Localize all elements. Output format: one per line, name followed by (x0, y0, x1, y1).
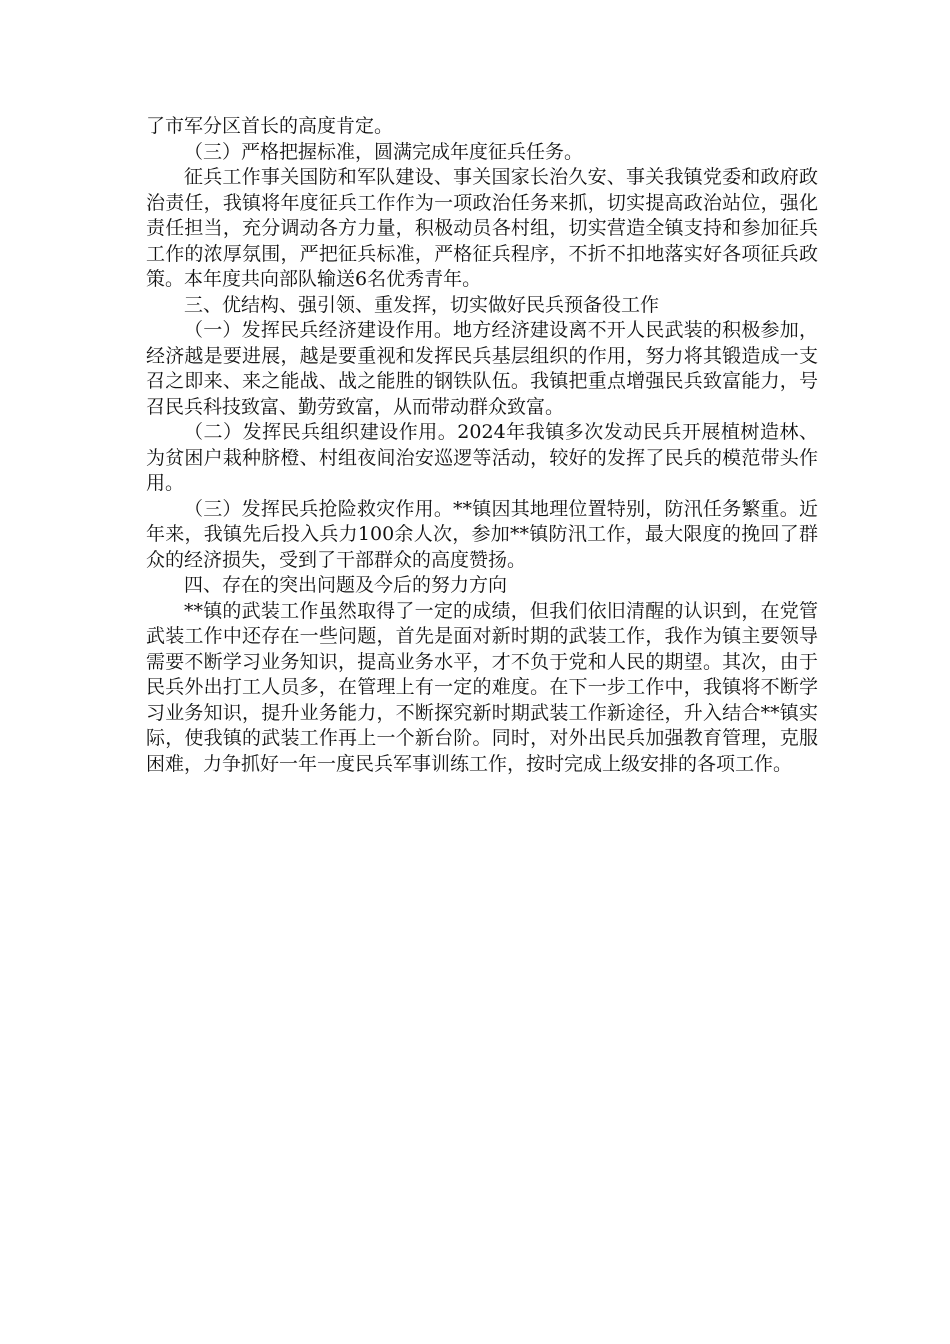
paragraph-continuation: 了市军分区首长的高度肯定。 (146, 115, 394, 137)
document-body (146, 114, 818, 777)
section-heading-militia: 三、优结构、强引领、重发挥，切实做好民兵预备役工作 (184, 293, 660, 316)
subheading-recruitment: （三）严格把握标准，圆满完成年度征兵任务。 (184, 140, 584, 163)
paragraph-disaster-relief: （三）发挥民兵抢险救灾作用。**镇因其地理位置特别，防汛任务繁重。近年来，我镇先后投入兵力100余人次，参加**镇防汛工作，最大限度的挽回了群众的经济损失，受到了干部群众的高度赞扬。 (146, 497, 818, 571)
section-heading-problems: 四、存在的突出问题及今后的努力方向 (184, 574, 508, 596)
paragraph-problems: **镇的武装工作虽然取得了一定的成绩，但我们依旧清醒的认识到，在党管武装工作中还存在一些问题，首先是面对新时期的武装工作，我作为镇主要领导需要不断学习业务知识，提高业务水平，才不负于党和人民的期望。其次，由于民兵外出打工人员多，在管理上有一定的难度。在下一步工作中，我镇将不断学习业务知识，提升业务能力，不断探究新时期武装工作新途径，升入结合**镇实际，使我镇的武装工作再上一个新台阶。同时，对外出民兵加强教育管理，克服困难，力争抓好一年一度民兵军事训练工作，按时完成上级安排的各项工作。 (146, 599, 818, 775)
paragraph-recruitment: 征兵工作事关国防和军队建设、事关国家长治久安、事关我镇党委和政府政治责任，我镇将年度征兵工作作为一项政治任务来抓，切实提高政治站位，强化责任担当，充分调动各方力量，积极动员各村组，切实营造全镇支持和参加征兵工作的浓厚氛围，严把征兵标准，严格征兵程序，不折不扣地落实好各项征兵政策。本年度共向部队输送6名优秀青年。 (146, 166, 818, 290)
paragraph-economic-role: （一）发挥民兵经济建设作用。地方经济建设离不开人民武装的积极参加，经济越是要进展，越是要重视和发挥民兵基层组织的作用，努力将其锻造成一支召之即来、来之能战、战之能胜的钢铁队伍。我镇把重点增强民兵致富能力，号召民兵科技致富、勤劳致富，从而带动群众致富。 (146, 319, 818, 418)
paragraph-organization-role: （二）发挥民兵组织建设作用。2024年我镇多次发动民兵开展植树造林、为贫困户栽种脐橙、村组夜间治安巡逻等活动，较好的发挥了民兵的模范带头作用。 (146, 421, 818, 494)
